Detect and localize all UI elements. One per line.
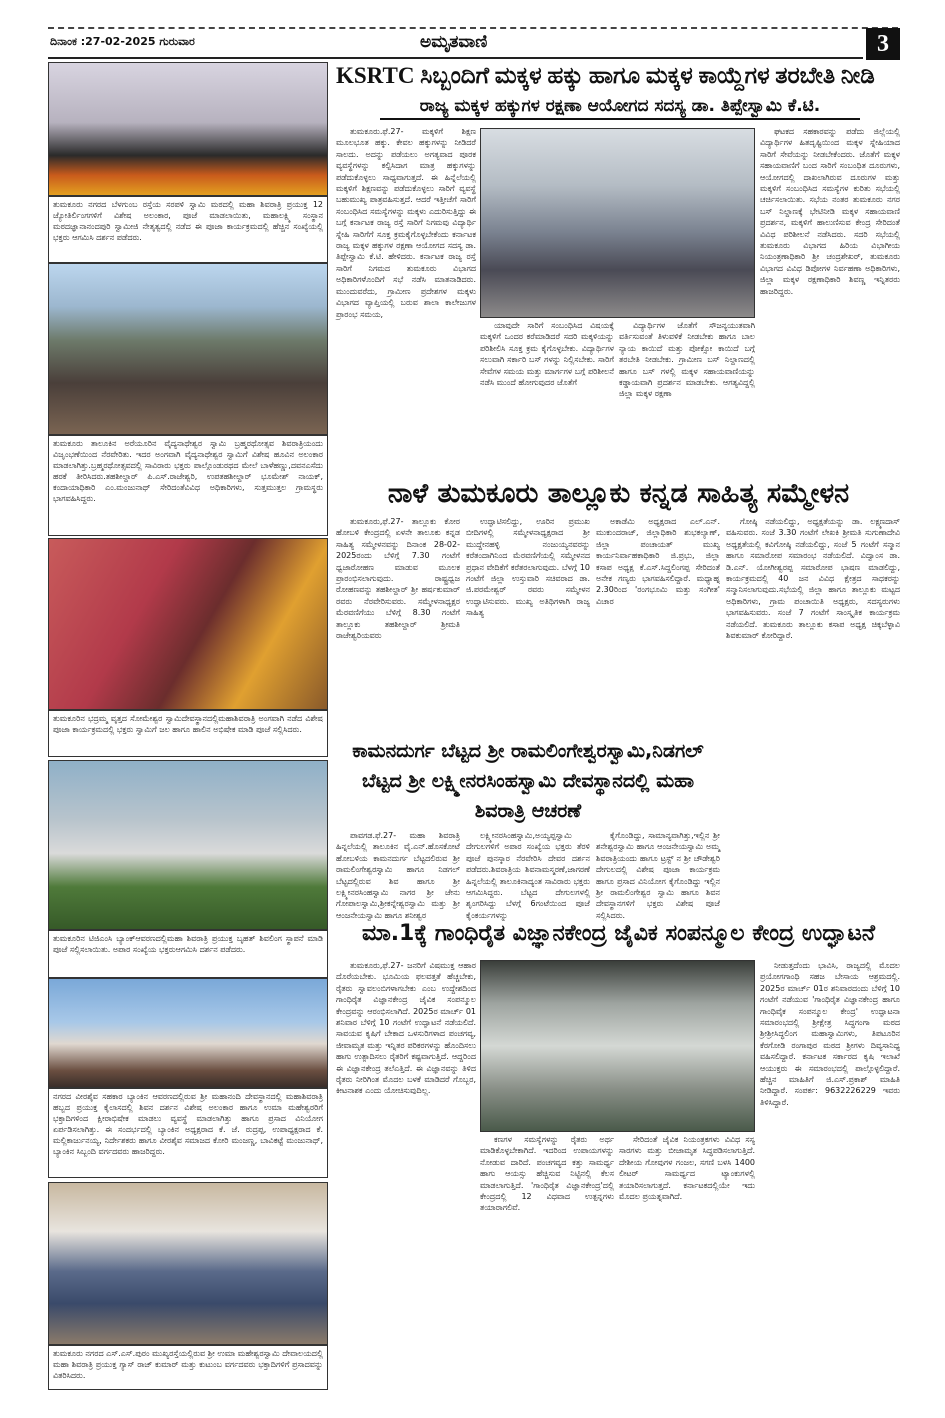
caption-2: ತುಮಕೂರು ತಾಲೂಕಿನ ಅರೆಯೂರಿನ ವೈದ್ಯನಾಥೇಶ್ವರ ಸ್ವಾಮಿ ಬ್ರಹ್ಮರಥೋತ್ಸವ ಶಿವರಾತ್ರಿಯಂದು ವಿಜೃಂಭಣೆಯಿಂದ ನೆರವೇರಿತು. ಇದರ ಅಂಗವಾಗಿ ವೈದ್ಯನಾಥೇಶ್ವರ ಸ್ವಾಮಿಗೆ ವಿಶೇಷ ಹೂವಿನ ಅಲಂಕಾರ ಮಾಡಲಾಗಿತ್ತು.ಬ್ರಹ್ಮರಥೋತ್ಸವದಲ್ಲಿ ಸಾವಿರಾರು ಭಕ್ತರು ಪಾಲ್ಗೊಂಡುರಥದ ಮೇಲೆ ಬಾಳೆಹಣ್ಣು,ದವನಎಸೆದು ಹರಕೆ ತೀರಿಸಿದರು.ತಹಶೀಲ್ದಾರ್ ಪಿ.ಎಸ್.ರಾಜೇಶ್ವರಿ, ಉಪತಹಶೀಲ್ದಾರ್ ಭೂಮೇಶ್ ನಾಯಕ್, ಕಂದಾಯಾಧಿಕಾರಿ ಎಂ.ಮಂಜುನಾಥ್ ಸೇರಿದಂತೆವಿವಿಧ ಅಧಿಕಾರಿಗಳು, ಸುತ್ತಮುತ್ತಲ ಗ್ರಾಮಸ್ಥರು ಭಾಗವಹಿಸಿದ್ದರು.	[48, 435, 328, 536]
newspaper-title: ಅಮೃತವಾಣಿ	[420, 32, 488, 52]
article-kendra-col3: ಸೇರಿದಂತೆ ಜೈವಿಕ ನಿಯಂತ್ರಕಗಳು ವಿವಿಧ ಸಸ್ಯ ಸಾರಗಳು ಮತ್ತು ಬೀಜಾಮೃತ ಸಿದ್ಧಪಡಿಸಲಾಗುತ್ತಿದೆ. ದೇಶೀಯ ಗೋವುಗಳ ಗಂಜಲ, ಸಗಣಿ ಬಳಸಿ 1400 ಲೀಟರ್ ಸಾಮರ್ಥ್ಯದ ಟ್ಯಾಂಕುಗಳಲ್ಲಿ ತಯಾರಿಸಲಾಗುತ್ತದೆ. ಕರ್ನಾಟಕದಲ್ಲಿಯೇ ಇದು ಮೊದಲ ಪ್ರಯತ್ನವಾಗಿದೆ.	[619, 1135, 755, 1202]
article-ksrtc-col1: ತುಮಕೂರು.ಫೆ.27- ಮಕ್ಕಳಿಗೆ ಶಿಕ್ಷಣ ಮೂಲಭೂತ ಹಕ್ಕು. ಕೇವಲ ಹಕ್ಕುಗಳನ್ನು ನೀಡಿದರೆ ಸಾಲದು. ಅದನ್ನು ಪಡೆಯಲು ಅಗತ್ಯವಾದ ಪೂರಕ ವ್ಯವಸ್ಥೆಗಳನ್ನು ಕಲ್ಪಿಸಿದಾಗ ಮಾತ್ರ ಹಕ್ಕುಗಳನ್ನು ಪಡೆದುಕೊಳ್ಳಲು ಸಾಧ್ಯವಾಗುತ್ತದೆ. ಈ ಹಿನ್ನೆಲೆಯಲ್ಲಿ ಮಕ್ಕಳಿಗೆ ಶಿಕ್ಷಣವನ್ನು ಪಡೆದುಕೊಳ್ಳಲು ಸಾರಿಗೆ ವ್ಯವಸ್ಥೆ ಬಹುಮುಖ್ಯ ಪಾತ್ರವಹಿಸುತ್ತದೆ. ಆದರೆ ಇತ್ತೀಚೆಗೆ ಸಾರಿಗೆ ಸಂಬಂಧಿಸಿದ ಸಮಸ್ಯೆಗಳನ್ನು ಮಕ್ಕಳು ಎದುರಿಸುತ್ತಿದ್ದು ಈ ಬಗ್ಗೆ ಕರ್ನಾಟಕ ರಾಜ್ಯ ರಸ್ತೆ ಸಾರಿಗೆ ನಿಗಮವು ವಿದ್ಯಾರ್ಥಿ ಸ್ನೇಹಿ ಸಾರಿಗೆಗೆ ಸೂಕ್ತ ಕ್ರಮಕೈಗೊಳ್ಳಬೇಕೆಂದು ಕರ್ನಾಟಕ ರಾಜ್ಯ ಮಕ್ಕಳ ಹಕ್ಕುಗಳ ರಕ್ಷಣಾ ಆಯೋಗದ ಸದಸ್ಯ ಡಾ. ತಿಪ್ಪೇಸ್ವಾಮಿ ಕೆ.ಟಿ. ಹೇಳಿದರು. ಕರ್ನಾಟಕ ರಾಜ್ಯ ರಸ್ತೆ ಸಾರಿಗೆ ನಿಗಮದ ತುಮಕೂರು ವಿಭಾಗದ ಅಧಿಕಾರಿಗಳೊಂದಿಗೆ ಸಭೆ ನಡೆಸಿ ಮಾತನಾಡಿದರು. ಮುಂದುವರೆದು, ಗ್ರಾಮೀಣ ಪ್ರದೇಶಗಳ ಮಕ್ಕಳು ವಿಭಾಗದ ವ್ಯಾಪ್ತಿಯಲ್ಲಿ ಬರುವ ಶಾಲಾ ಕಾಲೇಜುಗಳ ಪ್ರಾರಂಭ ಸಮಯ,	[336, 127, 476, 319]
article-kendra-col1: ತುಮಕೂರು,ಫೆ.27- ಜನರಿಗೆ ವಿಷಮುಕ್ತ ಆಹಾರ ದೊರೆಯಬೇಕು. ಭೂಮಿಯ ಫಲವತ್ತತೆ ಹೆಚ್ಚಬೇಕು, ರೈತರು ಸ್ವಾವಲಂಬಿಗಳಾಗಬೇಕು ಎಂಬ ಉದ್ದೇಶದಿಂದ ಗಾಂಧಿರೈತ ವಿಜ್ಞಾನಕೇಂದ್ರ ಜೈವಿಕ ಸಂಪನ್ಮೂಲ ಕೇಂದ್ರವನ್ನು ಆರಂಭಿಸಲಾಗಿದೆ. 2025ರ ಮಾರ್ಚ್ 01 ಶನಿವಾರ ಬೆಳಿಗ್ಗೆ 10 ಗಂಟೆಗೆ ಉದ್ಘಾಟನೆ ನಡೆಯಲಿದೆ. ಸಾವಯವ ಕೃಷಿಗೆ ಬೇಕಾದ ಒಳಸುರಿಗಳಾದ ಪಂಚಗವ್ಯ, ಜೀವಾಮೃತ ಮತ್ತು ಇನ್ನಿತರ ಪರಿಕರಗಳನ್ನು ಹೊಂದಿಸಲು ಹಾಗು ಉತ್ಪಾದಿಸಲು ರೈತರಿಗೆ ಕಷ್ಟವಾಗುತ್ತಿದೆ. ಆದ್ದರಿಂದ ಈ ವಿಜ್ಞಾನಕೇಂದ್ರ ತಲೆಎತ್ತಿದೆ. ಈ ವಿಜ್ಞಾನವನ್ನು ತಿಳಿದ ರೈತರು ನೀರಿಗಿಂತ ಮೊದಲ ಬಳಕೆ ಮಾಡಿದರೆ ಗೊಬ್ಬರ, ಕೀಟನಾಶಕ ಎಂದು ಯೋಚಿಸುವುದಿಲ್ಲ.	[336, 961, 476, 1096]
headline-ksrtc: KSRTC ಸಿಬ್ಬಂದಿಗೆ ಮಕ್ಕಳ ಹಕ್ಕು ಹಾಗೂ ಮಕ್ಕಳ ಕಾಯ್ದೆಗಳ ತರಬೇತಿ ನೀಡಿ	[336, 63, 875, 88]
caption-1: ತುಮಕೂರು ನಗರದ ಬೆಳಗುಂಬ ರಸ್ತೆಯ ಸರಪಳಿ ಸ್ವಾಮಿ ಮಠದಲ್ಲಿ ಮಹಾ ಶಿವರಾತ್ರಿ ಪ್ರಯುಕ್ತ 12 ಜ್ಯೋತಿರ್ಲಿಂಗಗಳಿಗೆ ವಿಶೇಷ ಅಲಂಕಾರ, ಪೂಜೆ ಮಾಡಲಾಯಿತು, ಮಹಾಲಕ್ಷ್ಮಿ ಸಂಸ್ಥಾನ ಮಠದಜ್ಞಾನಾನಂದಪುರಿ ಸ್ವಾಮೀಜಿ ನೇತೃತ್ವದಲ್ಲಿ ನಡೆದ ಈ ಪೂಜಾ ಕಾರ್ಯಕ್ರಮದಲ್ಲಿ ಹೆಚ್ಚಿನ ಸಂಖ್ಯೆಯಲ್ಲಿ ಭಕ್ತರು ಆಗಮಿಸಿ ದರ್ಶನ ಪಡೆದರು.	[48, 196, 328, 263]
article-kendra-col2: ಕಣಗಳ ಸಮಸ್ಯೆಗಳನ್ನು ರೈತರು ಅರ್ಥ ಮಾಡಿಕೊಳ್ಳಬೇಕಾಗಿದೆ. ಇದರಿಂದ ಉಪಾಯಗಳನ್ನು ನೋಡುವ ದಾರಿದೆ. ಪಂಚಗವ್ಯದ ಕತ್ತು ಸಾಮರ್ಥ್ಯ ಹಾಗು ಆಯಸ್ಸು ಹೆಚ್ಚಿಸುವ ನಿಟ್ಟಿನಲ್ಲಿ ಕೆಲಸ ಮಾಡಲಾಗುತ್ತಿದೆ. 'ಗಾಂಧಿರೈತ ವಿಜ್ಞಾನಕೇಂದ್ರ'ದಲ್ಲಿ ಕೇಂದ್ರದಲ್ಲಿ 12 ವಿಧವಾದ ಉತ್ಪನ್ನಗಳು ತಯಾರಾಗಲಿವೆ.	[480, 1135, 614, 1213]
article-ksrtc-col2: ಯಾವುದೇ ಸಾರಿಗೆ ಸಂಬಂಧಿಸಿದ ವಿಷಯಕ್ಕೆ ಮಕ್ಕಳಿಗೆ ಒಂದರ ಕರೆಮಾಡಿದರೆ ಸದರಿ ಮಕ್ಕಳಿಯನ್ನು ಪರಿಶೀಲಿಸಿ ಸೂಕ್ತ ಕ್ರಮ ಕೈಗೊಳ್ಳಬೇಕು. ವಿದ್ಯಾರ್ಥಿಗಳ ಸಲುವಾಗಿ ಸರ್ಕಾರಿ ಬಸ್ ಗಳನ್ನು ನಿಲ್ಲಿಸಬೇಕು. ಸಾರಿಗೆ ಸೇವೆಗಳ ಸಮಯ ಮತ್ತು ಮಾರ್ಗಗಳ ಬಗ್ಗೆ ಪರಿಶೀಲನೆ ನಡೆಸಿ ಮುಂದೆ ಹೋಗುವುದರ ಜೊತೆಗೆ	[480, 321, 614, 388]
caption-4: ತುಮಕೂರಿನ ಟಿಜಿಎಂಸಿ ಬ್ಯಾಂಕ್ಆವರಣದಲ್ಲಿಮಹಾ ಶಿವರಾತ್ರಿ ಪ್ರಯುಕ್ತ ಬೃಹತ್ ಶಿವಲಿಂಗ ಸ್ಥಾಪನೆ ಮಾಡಿ ಪೂಜೆ ಸಲ್ಲಿಸಲಾಯಿತು. ಅಪಾರ ಸಂಖ್ಯೆಯ ಭಕ್ತರುಆಗಮಿಸಿ ದರ್ಶನ ಪಡೆದರು.	[48, 930, 328, 978]
photo-kailasa-decor	[48, 978, 328, 1088]
article-sammelana-col3: ಅಕಾಡೆಮಿ ಅಧ್ಯಕ್ಷರಾದ ಎಲ್.ಎನ್. ಮುಕುಂದರಾಜ್, ಜಿಲ್ಲಾಧಿಕಾರಿ ಶುಭಕಲ್ಯಾಣ್, ಜಿಲ್ಲಾ ಪಂಚಾಯತ್ ಮುಖ್ಯ ಕಾರ್ಯನಿರ್ವಾಹಕಾಧಿಕಾರಿ ಜಿ.ಪ್ರಭು, ಜಿಲ್ಲಾ ಕಸಾಪ ಅಧ್ಯಕ್ಷ ಕೆ.ಎಸ್.ಸಿದ್ದಲಿಂಗಪ್ಪ ಸೇರಿದಂತೆ ಅನೇಕ ಗಣ್ಯರು ಭಾಗವಹಿಸಲಿದ್ದಾರೆ. ಮಧ್ಯಾಹ್ನ 2.30ರಿಂದ 'ರಂಗಭೂಮಿ ಮತ್ತು ಸಂಗೀತ' ವಿಚಾರ	[596, 517, 720, 606]
top-dashed-rule	[48, 27, 898, 29]
article-sammelana-col4: ಗೋಷ್ಠಿ ನಡೆಯಲಿದ್ದು, ಅಧ್ಯಕ್ಷತೆಯನ್ನು ಡಾ. ಲಕ್ಷ್ಮಣದಾಸ್ ವಹಿಸುವರು. ಸಂಜೆ 3.30 ಗಂಟೆಗೆ ಲೇಖಕಿ ಶ್ರೀಮತಿ ಸುಗುಣಾದೇವಿ ಅಧ್ಯಕ್ಷತೆಯಲ್ಲಿ ಕವಿಗೋಷ್ಠಿ ನಡೆಯಲಿದ್ದು, ಸಂಜೆ 5 ಗಂಟೆಗೆ ಸನ್ಮಾನ ಹಾಗೂ ಸಮಾರೋಪ ಸಮಾರಂಭ ನಡೆಯಲಿದೆ. ವಿದ್ವಾಂಸ ಡಾ. ಡಿ.ಎನ್. ಯೋಗೀಶ್ವರಪ್ಪ ಸಮಾರೋಪ ಭಾಷಣ ಮಾಡಲಿದ್ದು, ಕಾರ್ಯಕ್ರಮದಲ್ಲಿ 40 ಜನ ವಿವಿಧ ಕ್ಷೇತ್ರದ ಸಾಧಕರನ್ನು ಸನ್ಮಾನಿಸಲಾಗುವುದು.ಸಭೆಯಲ್ಲಿ ಜಿಲ್ಲಾ ಹಾಗೂ ತಾಲ್ಲೂಕು ಮಟ್ಟದ ಅಧಿಕಾರಿಗಳು, ಗ್ರಾಮ ಪಂಚಾಯಿತಿ ಅಧ್ಯಕ್ಷರು, ಸದಸ್ಯರುಗಳು ಭಾಗವಹಿಸುವರು. ಸಂಜೆ 7 ಗಂಟೆಗೆ ಸಾಂಸ್ಕೃತಿಕ ಕಾರ್ಯಕ್ರಮ ನಡೆಯಲಿದೆ. ತುಮಕೂರು ತಾಲ್ಲೂಕು ಕಸಾಪ ಅಧ್ಯಕ್ಷ ಚಿಕ್ಕಬೆಳ್ಳಾವಿ ಶಿವಕುಮಾರ್ ಕೋರಿದ್ದಾರೆ.	[726, 517, 900, 641]
headline-gandhi-raitha-kendra: ಮಾ.1ಕ್ಕೆ ಗಾಂಧಿರೈತ ವಿಜ್ಞಾನಕೇಂದ್ರ ಜೈವಿಕ ಸಂಪನ್ಮೂಲ ಕೇಂದ್ರ ಉದ್ಘಾಟನೆ	[362, 921, 875, 946]
article-shivaratri-col3: ಕೈಗೊಂಡಿದ್ದು, ಸಾಮಾನ್ಯವಾಗಿತ್ತು,ಇಲ್ಲಿನ ಶ್ರೀ ಶನೇಶ್ವರಸ್ವಾಮಿ ಹಾಗೂ ಆಂಜನೇಯಸ್ವಾಮಿ ಅಮ್ಮ ಶಿವರಾತ್ರಿಯಂದು ಹಾಗೂ ಟ್ರಸ್ಟ್ ನ ಶ್ರೀ ಚೌಡೇಶ್ವರಿ ದೇಗುಲದಲ್ಲಿ ವಿಶೇಷ ಪೂಜಾ ಕಾರ್ಯಕ್ರಮ ಹಾಗೂ ಪ್ರಸಾದ ವಿನಿಯೋಗ ಕೈಗೊಂಡಿದ್ದು ಇಲ್ಲಿನ ಶ್ರೀ ರಾಮಲಿಂಗೇಶ್ವರ ಸ್ವಾಮಿ ಹಾಗೂ ಶಿವನ ದೇವಸ್ಥಾನಗಳಿಗೆ ಭಕ್ತರು ವಿಶೇಷ ಪೂಜೆ ಸಲ್ಲಿಸಿದರು.	[596, 831, 720, 920]
headline-shivaratri-temples: ಕಾಮನದುರ್ಗ ಬೆಟ್ಟದ ಶ್ರೀ ರಾಮಲಿಂಗೇಶ್ವರಸ್ವಾಮಿ,ನಿಡಗಲ್ ಬೆಟ್ಟದ ಶ್ರೀ ಲಕ್ಷ್ಮೀನರಸಿಂಹಸ್ವಾಮಿ ದೇವಸ್ಥಾನದಲ್ಲಿ ಮಹಾ ಶಿವರಾತ್ರಿ ಆಚರಣೆ	[352, 740, 704, 822]
photo-abhisheka	[48, 538, 328, 710]
subheadline-ksrtc: ರಾಜ್ಯ ಮಕ್ಕಳ ಹಕ್ಕುಗಳ ರಕ್ಷಣಾ ಆಯೋಗದ ಸದಸ್ಯ ಡಾ. ತಿಪ್ಪೇಸ್ವಾಮಿ ಕೆ.ಟಿ.	[380, 94, 860, 120]
caption-6: ತುಮಕೂರು ನಗರದ ಎಸ್.ಎಸ್.ಪುರಂ ಮುಖ್ಯರಸ್ತೆಯಲ್ಲಿರುವ ಶ್ರೀ ಉಮಾ ಮಹೇಶ್ವರಸ್ವಾಮಿ ದೇವಾಲಯದಲ್ಲಿ ಮಹಾ ಶಿವರಾತ್ರಿ ಪ್ರಯುಕ್ತ ಗ್ಯಾಸ್ ರಾಜ್ ಕುಮಾರ್ ಮತ್ತು ಕುಟುಂಬ ವರ್ಗದವರು ಭಕ್ತಾದಿಗಳಿಗೆ ಪ್ರಸಾದವನ್ನು ವಿತರಿಸಿದರು.	[48, 1345, 328, 1390]
article-kendra-col4: ನೀಡುತ್ತದೆಂದು ಭಾವಿಸಿ, ರಾಜ್ಯದಲ್ಲಿ ಮೊದಲ ಪ್ರಯೋಗಗಾಂಧಿ ಸಹಜ ಬೇಸಾಯ ಆಶ್ರಮದಲ್ಲಿ. 2025ರ ಮಾರ್ಚ್ 01ರ ಶನಿವಾರದಂದು ಬೆಳಿಗ್ಗೆ 10 ಗಂಟೆಗೆ ನಡೆಯುವ 'ಗಾಂಧಿರೈತ ವಿಜ್ಞಾನಕೇಂದ್ರ ಹಾಗೂ ಗಾಂಧಿವೈಕ ಸಂಪನ್ಮೂಲ ಕೇಂದ್ರ' ಉದ್ಘಾಟನಾ ಸಮಾರಂಭದಲ್ಲಿ ಶ್ರೀಕ್ಷೇತ್ರ ಸಿದ್ಧಗಂಗಾ ಮಠದ ಶ್ರೀಶ್ರೀಸಿದ್ಧಲಿಂಗ ಮಹಾಸ್ವಾಮಿಗಳು, ತಿಪಟೂರಿನ ಕೆರಗೋಡಿ ರಂಗಾಪುರ ಮಠದ ಶ್ರೀಗಳು ದಿವ್ಯಸಾನಿಧ್ಯ ವಹಿಸಲಿದ್ದಾರೆ. ಕರ್ನಾಟಕ ಸರ್ಕಾರದ ಕೃಷಿ ಇಲಾಖೆ ಆಯುಕ್ತರು ಈ ಸಮಾರಂಭದಲ್ಲಿ ಪಾಲ್ಗೊಳ್ಳಲಿದ್ದಾರೆ. ಹೆಚ್ಚಿನ ಮಾಹಿತಿಗೆ ಜಿ.ಎಸ್.ಪ್ರಕಾಶ್ ಮಾಹಿತಿ ನೀಡಿದ್ದಾರೆ. ಸಂಪರ್ಕ: 9632226229 ಇವರು ತಿಳಿಸಿದ್ದಾರೆ.	[760, 961, 900, 1107]
article-ksrtc-col3: ವಿದ್ಯಾರ್ಥಿಗಳ ಜೊತೆಗೆ ಸೌಜನ್ಯಯುತವಾಗಿ ವರ್ತಿಸುವಂತೆ ತಿಳುವಳಿಕೆ ನೀಡಬೇಕು ಹಾಗೂ ಬಾಲ ನ್ಯಾಯ ಕಾಯಿದೆ ಮತ್ತು ಪೋಕ್ಸೋ ಕಾಯಿದೆ ಬಗ್ಗೆ ತರಬೇತಿ ನೀಡಬೇಕು. ಗ್ರಾಮೀಣ ಬಸ್ ನಿಲ್ದಾಣದಲ್ಲಿ ಹಾಗೂ ಬಸ್ ಗಳಲ್ಲಿ ಮಕ್ಕಳ ಸಹಾಯವಾಣಿಯನ್ನು ಕಡ್ಡಾಯವಾಗಿ ಪ್ರದರ್ಶನ ಮಾಡಬೇಕು. ಆಗತ್ಯವಿದ್ದಲ್ಲಿ ಜಿಲ್ಲಾ ಮಕ್ಕಳ ರಕ್ಷಣಾ	[619, 321, 755, 399]
headline-sahitya-sammelana: ನಾಳೆ ತುಮಕೂರು ತಾಲ್ಲೂಕು ಕನ್ನಡ ಸಾಹಿತ್ಯ ಸಮ್ಮೇಳನ	[387, 478, 850, 509]
caption-3: ತುಮಕೂರಿನ ಭದ್ರಮ್ಮ ವೃತ್ತದ ಸೋಮೇಶ್ವರ ಸ್ವಾಮಿದೇವಸ್ಥಾನದಲ್ಲಿಮಹಾಶಿವರಾತ್ರಿ ಅಂಗವಾಗಿ ನಡೆದ ವಿಶೇಷ ಪೂಜಾ ಕಾರ್ಯಕ್ರಮದಲ್ಲಿ ಭಕ್ತರು ಸ್ವಾಮಿಗೆ ಜಲ ಹಾಗೂ ಹಾಲಿನ ಅಭಿಷೇಕ ಮಾಡಿ ಪೂಜೆ ಸಲ್ಲಿಸಿದರು.	[48, 710, 328, 757]
article-ksrtc-col4: ಘಟಕದ ಸಹಕಾರವನ್ನು ಪಡೆದು ಜಿಲ್ಲೆಯಲ್ಲಿ ವಿದ್ಯಾರ್ಥಿಗಳ ಹಿತದೃಷ್ಟಿಯಿಂದ ಮಕ್ಕಳ ಸ್ನೇಹಿಯಾದ ಸಾರಿಗೆ ಸೇವೆಯನ್ನು ನೀಡಬೇಕೆಂದರು. ಜೊತೆಗೆ ಮಕ್ಕಳ ಸಹಾಯವಾಣಿಗೆ ಬಂದ ಸಾರಿಗೆ ಸಂಬಂಧಿತ ದೂರುಗಳು, ಆಯೋಗದಲ್ಲಿ ದಾಖಲಾಗಿರುವ ದೂರುಗಳ ಮತ್ತು ಮಕ್ಕಳಿಗೆ ಸಂಬಂಧಿಸಿದ ಸಮಸ್ಯೆಗಳ ಕುರಿತು ಸಭೆಯಲ್ಲಿ ಚರ್ಚಿಸಲಾಯಿತು. ಸಭೆಯ ನಂತರ ತುಮಕೂರು ನಗರ ಬಸ್ ನಿಲ್ದಾಣಕ್ಕೆ ಭೇಟಿನೀಡಿ ಮಕ್ಕಳ ಸಹಾಯವಾಣಿ ಪ್ರದರ್ಶನ, ಮಕ್ಕಳಿಗೆ ಹಾಲುಣಿಸುವ ಕೇಂದ್ರ ಸೇರಿದಂತೆ ವಿವಿಧ ಪರಿಶೀಲನೆ ನಡೆಸಿದರು. ಸದರಿ ಸಭೆಯಲ್ಲಿ ತುಮಕೂರು ವಿಭಾಗದ ಹಿರಿಯ ವಿಭಾಗೀಯ ನಿಯಂತ್ರಣಾಧಿಕಾರಿ ಶ್ರೀ ಚಂದ್ರಶೇಖರ್, ತುಮಕೂರು ವಿಭಾಗದ ವಿವಿಧ ಡಿಪೋಗಳ ನಿರ್ವಹಣಾ ಅಧಿಕಾರಿಗಳು, ಜಿಲ್ಲಾ ಮಕ್ಕಳ ರಕ್ಷಣಾಧಿಕಾರಿ ಶಿವಣ್ಣ ಇನ್ನಿತರರು ಹಾಜರಿದ್ದರು.	[760, 127, 900, 296]
article-shivaratri-col2: ಲಕ್ಷ್ಮೀನರಸಿಂಹಸ್ವಾಮಿ,ಅಯ್ಯಪ್ಪಸ್ವಾಮಿ ದೇಗುಲಗಳಿಗೆ ಅಪಾರ ಸಂಖ್ಯೆಯ ಭಕ್ತರು ತೆರಳಿ ಪೂಜೆ ಪುನಸ್ಕಾರ ನೆರವೇರಿಸಿ ದೇವರ ದರ್ಶನ ಪಡೆದರು.ಶಿವರಾತ್ರಿಯ ಶಿವನಾಮಸ್ಮರಣೆ,ಜಾಗರಣೆ ಹಿನ್ನಲೆಯಲ್ಲಿ ತಾಲೂಕಿನಾದ್ಯಂತ ಸಾವಿರಾರು ಭಕ್ತರು ಆಗಮಿಸಿದ್ದರು. ಬೆಟ್ಟದ ದೇಗುಲಗಳಲ್ಲಿ ಶೃಂಗರಿಸಿದ್ದು ಬೆಳಗ್ಗೆ 6ಗಂಟೆಯಿಂದ ಪೂಜೆ ಕೈಂಕರ್ಯಗಳನ್ನು	[466, 831, 590, 920]
photo-shivalinga-bank	[48, 760, 328, 930]
photo-tank-facility	[480, 960, 755, 1132]
photo-bus-station-visit	[480, 128, 755, 318]
photo-prasada-distribution	[48, 1182, 328, 1345]
article-sammelana-col2: ಉದ್ಘಾಟಿಸಲಿದ್ದು, ಊರಿನ ಪ್ರಮುಖ ಬೀದಿಗಳಲ್ಲಿ ಸಮ್ಮೇಳನಾಧ್ಯಕ್ಷರಾದ ಶ್ರೀ ಮುದ್ದೇನಹಳ್ಳಿ ನಂಜುಯ್ಯನವರನ್ನು ಕರೆತಂದಾಗಿನಿಂದ ಮೆರವಣಿಗೆಯಲ್ಲಿ ಸಮ್ಮೇಳನದ ಪ್ರಧಾನ ವೇದಿಕೆಗೆ ಕರೆತರಲಾಗುವುದು. ಬೆಳಗ್ಗೆ 10 ಗಂಟೆಗೆ ಜಿಲ್ಲಾ ಉಸ್ತುವಾರಿ ಸಚಿವರಾದ ಡಾ. ಜಿ.ಪರಮೇಶ್ವರ್ ರವರು ಸಮ್ಮೇಳನ ಉದ್ಘಾಟಿಸುವರು. ಮುಖ್ಯ ಅತಿಥಿಗಳಾಗಿ ರಾಜ್ಯ ಸಾಹಿತ್ಯ	[466, 517, 590, 618]
caption-5: ನಗರದ ವೀರಶೈವ ಸಹಕಾರ ಬ್ಯಾಂಕಿನ ಆವರಣದಲ್ಲಿರುವ ಶ್ರೀ ಮಹಾನಂದಿ ದೇವಸ್ಥಾನದಲ್ಲಿ ಮಹಾಶಿವರಾತ್ರಿ ಹಬ್ಬದ ಪ್ರಯುಕ್ತ ಕೈಲಾಸದಲ್ಲಿ ಶಿವನ ದರ್ಶನ ವಿಶೇಷ ಅಲಂಕಾರ ಹಾಗೂ ಉಮಾ ಮಹೇಶ್ವರರಿಗೆ ಭಕ್ತಾದಿಗಳಿಂದ ಕ್ಷೀರಾಭಿಷೇಕ ಮಾಡಲು ವ್ಯವಸ್ಥೆ ಮಾಡಲಾಗಿತ್ತು ಹಾಗೂ ಪ್ರಸಾದ ವಿನಿಯೋಗ ಏರ್ಪಡಿಸಲಾಗಿತ್ತು. ಈ ಸಂದರ್ಭದಲ್ಲಿ ಬ್ಯಾಂಕಿನ ಅಧ್ಯಕ್ಷರಾದ ಕೆ. ಜೆ. ರುದ್ರಪ್ಪ, ಉಪಾಧ್ಯಕ್ಷರಾದ ಕೆ. ಮಲ್ಲಿಕಾರ್ಜುನಯ್ಯ, ನಿರ್ದೇಶಕರು ಹಾಗೂ ವೀರಶೈವ ಸಮಾಜದ ಕೋರಿ ಮಂಜಣ್ಣ, ಬಾವಿಕಟ್ಟೆ ಮಂಜುನಾಥ್, ಬ್ಯಾಂಕಿನ ಸಿಬ್ಬಂದಿ ವರ್ಗದವರು ಹಾಜರಿದ್ದರು.	[48, 1088, 328, 1178]
photo-jyotirlinga	[48, 62, 328, 196]
page-number: 3	[866, 28, 900, 60]
article-sammelana-col1: ತುಮಕೂರು,ಫೆ.27- ತಾಲ್ಲೂಕು ಕೋರ ಹೋಬಳಿ ಕೇಂದ್ರದಲ್ಲಿ ಏಳನೇ ತಾಲೂಕು ಕನ್ನಡ ಸಾಹಿತ್ಯ ಸಮ್ಮೇಳನವನ್ನು ದಿನಾಂಕ 28-02-2025ರಂದು ಬೆಳಿಗ್ಗೆ 7.30 ಗಂಟೆಗೆ ಧ್ವಜಾರೋಹಣ ಮಾಡುವ ಮೂಲಕ ಪ್ರಾರಂಭಿಸಲಾಗುವುದು. ರಾಷ್ಟ್ರಧ್ವಜ ರೋಹಣವನ್ನು ತಹಶೀಲ್ದಾರ್ ಶ್ರೀ ಹರ್ಷಕುಮಾರ್ ರವರು ನೆರವೇರಿಸುವರು. ಸಮ್ಮೇಳನಾಧ್ಯಕ್ಷರ ಮೆರವಣಿಗೆಯು ಬೆಳಿಗ್ಗೆ 8.30 ಗಂಟೆಗೆ ತಾಲ್ಲೂಕು ತಹಶೀಲ್ದಾರ್ ಶ್ರೀಮತಿ ರಾಜೇಶ್ವರಿಯವರು	[336, 517, 460, 641]
header-rule	[48, 57, 863, 59]
photo-chariot-festival	[48, 263, 328, 435]
article-shivaratri	[336, 736, 720, 920]
article-shivaratri-columns	[336, 830, 720, 920]
issue-date: ದಿನಾಂಕ :27-02-2025 ಗುರುವಾರ	[50, 35, 195, 48]
article-shivaratri-col1: ಪಾವಗಡ.ಫೆ.27- ಮಹಾ ಶಿವರಾತ್ರಿ ಹಿನ್ನಲೆಯಲ್ಲಿ ತಾಲೂಕಿನ ವೈ.ಎನ್.ಹೊಸಕೋಟೆ ಹೋಬಳಿಯ ಕಾಮನದುರ್ಗ ಬೆಟ್ಟದಲಿರುವ ಶ್ರೀ ರಾಮಲಿಂಗೇಶ್ವರಸ್ವಾಮಿ ಹಾಗೂ ನಿಡಗಲ್ ಬೆಟ್ಟದಲ್ಲಿರುವ ಶಿವ ಹಾಗೂ ಶ್ರೀ ಲಕ್ಷ್ಮೀನರಸಿಂಹಸ್ವಾಮಿ ನಾಗರ ಶ್ರೀ ಜೇನು ಗೋಪಾಲಸ್ವಾಮಿ,ಶ್ರೀಕನ್ನೇಶ್ವರಸ್ವಾಮಿ ಮತ್ತು ಶ್ರೀ ಆಂಜನೇಯಸ್ವಾಮಿ ಹಾಗೂ ಶನೀಶ್ವರ	[336, 831, 460, 920]
